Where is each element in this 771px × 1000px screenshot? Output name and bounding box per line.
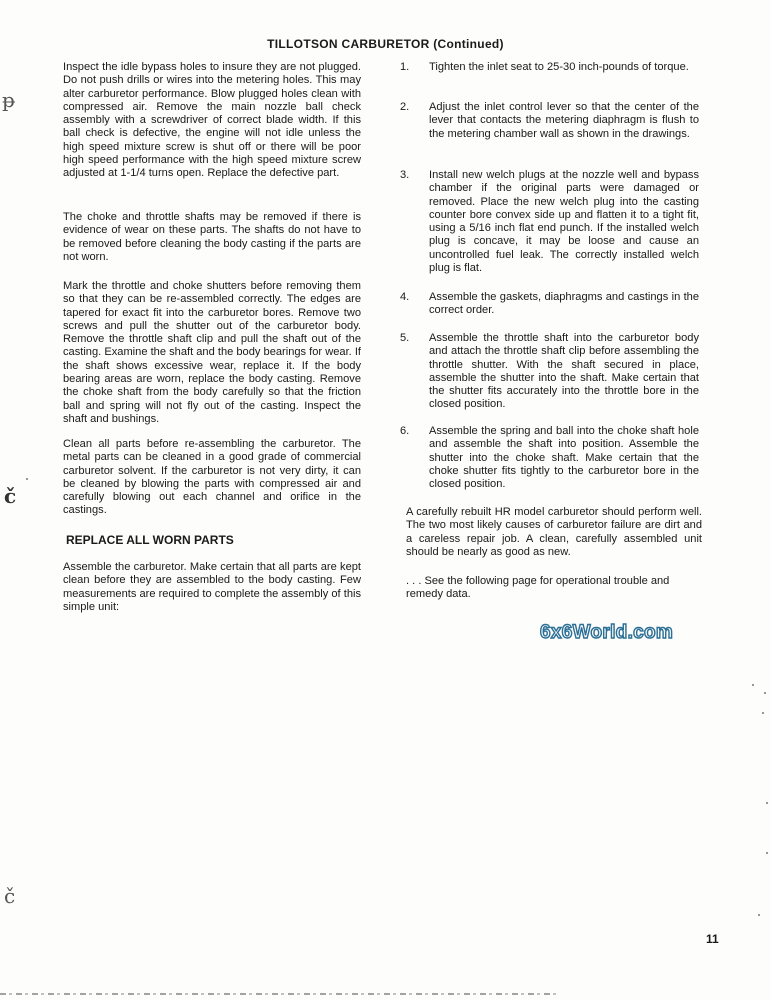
paragraph-rebuilt: A carefully rebuilt HR model carburetor should perform well. The two most likely causes of carburetor failure are dirt and a careless repair job. A clean, carefully assembled unit should be nearly as good as new. [406,506,702,558]
paragraph-assemble: Assemble the carburetor. Make certain that all parts are kept clean before they are assembled to the body casting. Few measurements are required to complete the assembly of this simple unit: [63,561,361,613]
paragraph-shutters: Mark the throttle and choke shutters before removing them so that they can be re-assembled correctly. The edges are tapered for exact fit into the carburetor bores. Remove two screws and pull the shutter out of the carburetor body. Remove the throttle shaft clip and pull the shaft out of the casting. Examine the shaft and the body bearings for wear. If the shaft shows excessive wear, replace it. If the body bearing areas are worn, replace the body casting. Remove the choke shaft from the body carefully so that the friction ball and spring will not fly out of the casting. Inspect the shaft and bushings. [63,280,361,425]
step-number: 4. [400,291,410,303]
step-number: 2. [400,101,410,113]
step-text: Assemble the gaskets, diaphragms and castings in the correct order. [429,291,699,317]
scan-speck [752,684,754,686]
step-text: Assemble the spring and ball into the choke shaft hole and assemble the shaft into position. Assemble the shutter into the choke shaft. Make certain that the choke shutter fits tightly to the carburetor bore in the closed position. [429,425,699,491]
paragraph-see-next: . . . See the following page for operational trouble and remedy data. [406,575,670,601]
scan-speck [758,914,760,916]
binder-hole-mark: č [4,884,16,908]
section-heading: REPLACE ALL WORN PARTS [66,533,234,547]
step-number: 5. [400,332,410,344]
page-number: 11 [706,932,719,946]
scan-speck [764,692,766,694]
step-text: Install new welch plugs at the nozzle well and bypass chamber if the original parts were damaged or removed. Place the new welch plug into the casting counter bore convex side up and flatten it to a tight fit, using a 5/16 inch flat end punch. If the installed welch plug is concave, it may be loose and cause an uncontrolled fuel leak. The correctly installed welch plug is flat. [429,169,699,275]
step-number: 3. [400,169,410,181]
step-text: Tighten the inlet seat to 25-30 inch-pounds of torque. [429,61,689,73]
binder-hole-mark: č [4,484,17,508]
paragraph-shafts: The choke and throttle shafts may be removed if there is evidence of wear on these parts. The shafts do not have to be removed before cleaning the body casting if the parts are not worn. [63,211,361,263]
scan-speck [762,712,764,714]
scan-speck [766,802,768,804]
watermark-logo: 6x6World.com [540,622,674,643]
step-text: Assemble the throttle shaft into the carburetor body and attach the throttle shaft clip before assembling the throttle shutter. With the shaft secured in place, assemble the shutter into the shaft. Make certain that the shutter fits accurately into the throttle bore in the closed position. [429,332,699,411]
scan-edge-line [0,993,560,995]
paragraph-idle-bypass: Inspect the idle bypass holes to insure they are not plugged. Do not push drills or wires into the metering holes. This may alter carburetor performance. Blow plugged holes clean with compressed air. Remove the main nozzle ball check assembly with a screwdriver of correct blade width. If this ball check is defective, the engine will not idle unless the high speed mixture screw is shut off or there will be poor high speed performance with the high speed mixture screw adjusted at 1-1/4 turns open. Replace the defective part. [63,61,361,180]
page-title: TILLOTSON CARBURETOR (Continued) [267,37,504,51]
step-number: 1. [400,61,410,73]
paragraph-clean-parts: Clean all parts before re-assembling the carburetor. The metal parts can be cleaned in a good grade of commercial carburetor solvent. If the carburetor is not very dirty, it can be cleaned by blowing the parts with compressed air and carefully blowing out each channel and orifice in the castings. [63,438,361,517]
step-text: Adjust the inlet control lever so that the center of the lever that contacts the metering diaphragm is flush to the metering chamber wall as shown in the drawings. [429,101,699,140]
scan-speck [766,852,768,854]
scan-speck [26,478,28,480]
step-number: 6. [400,425,410,437]
binder-hole-mark: ᵽ [2,88,15,112]
